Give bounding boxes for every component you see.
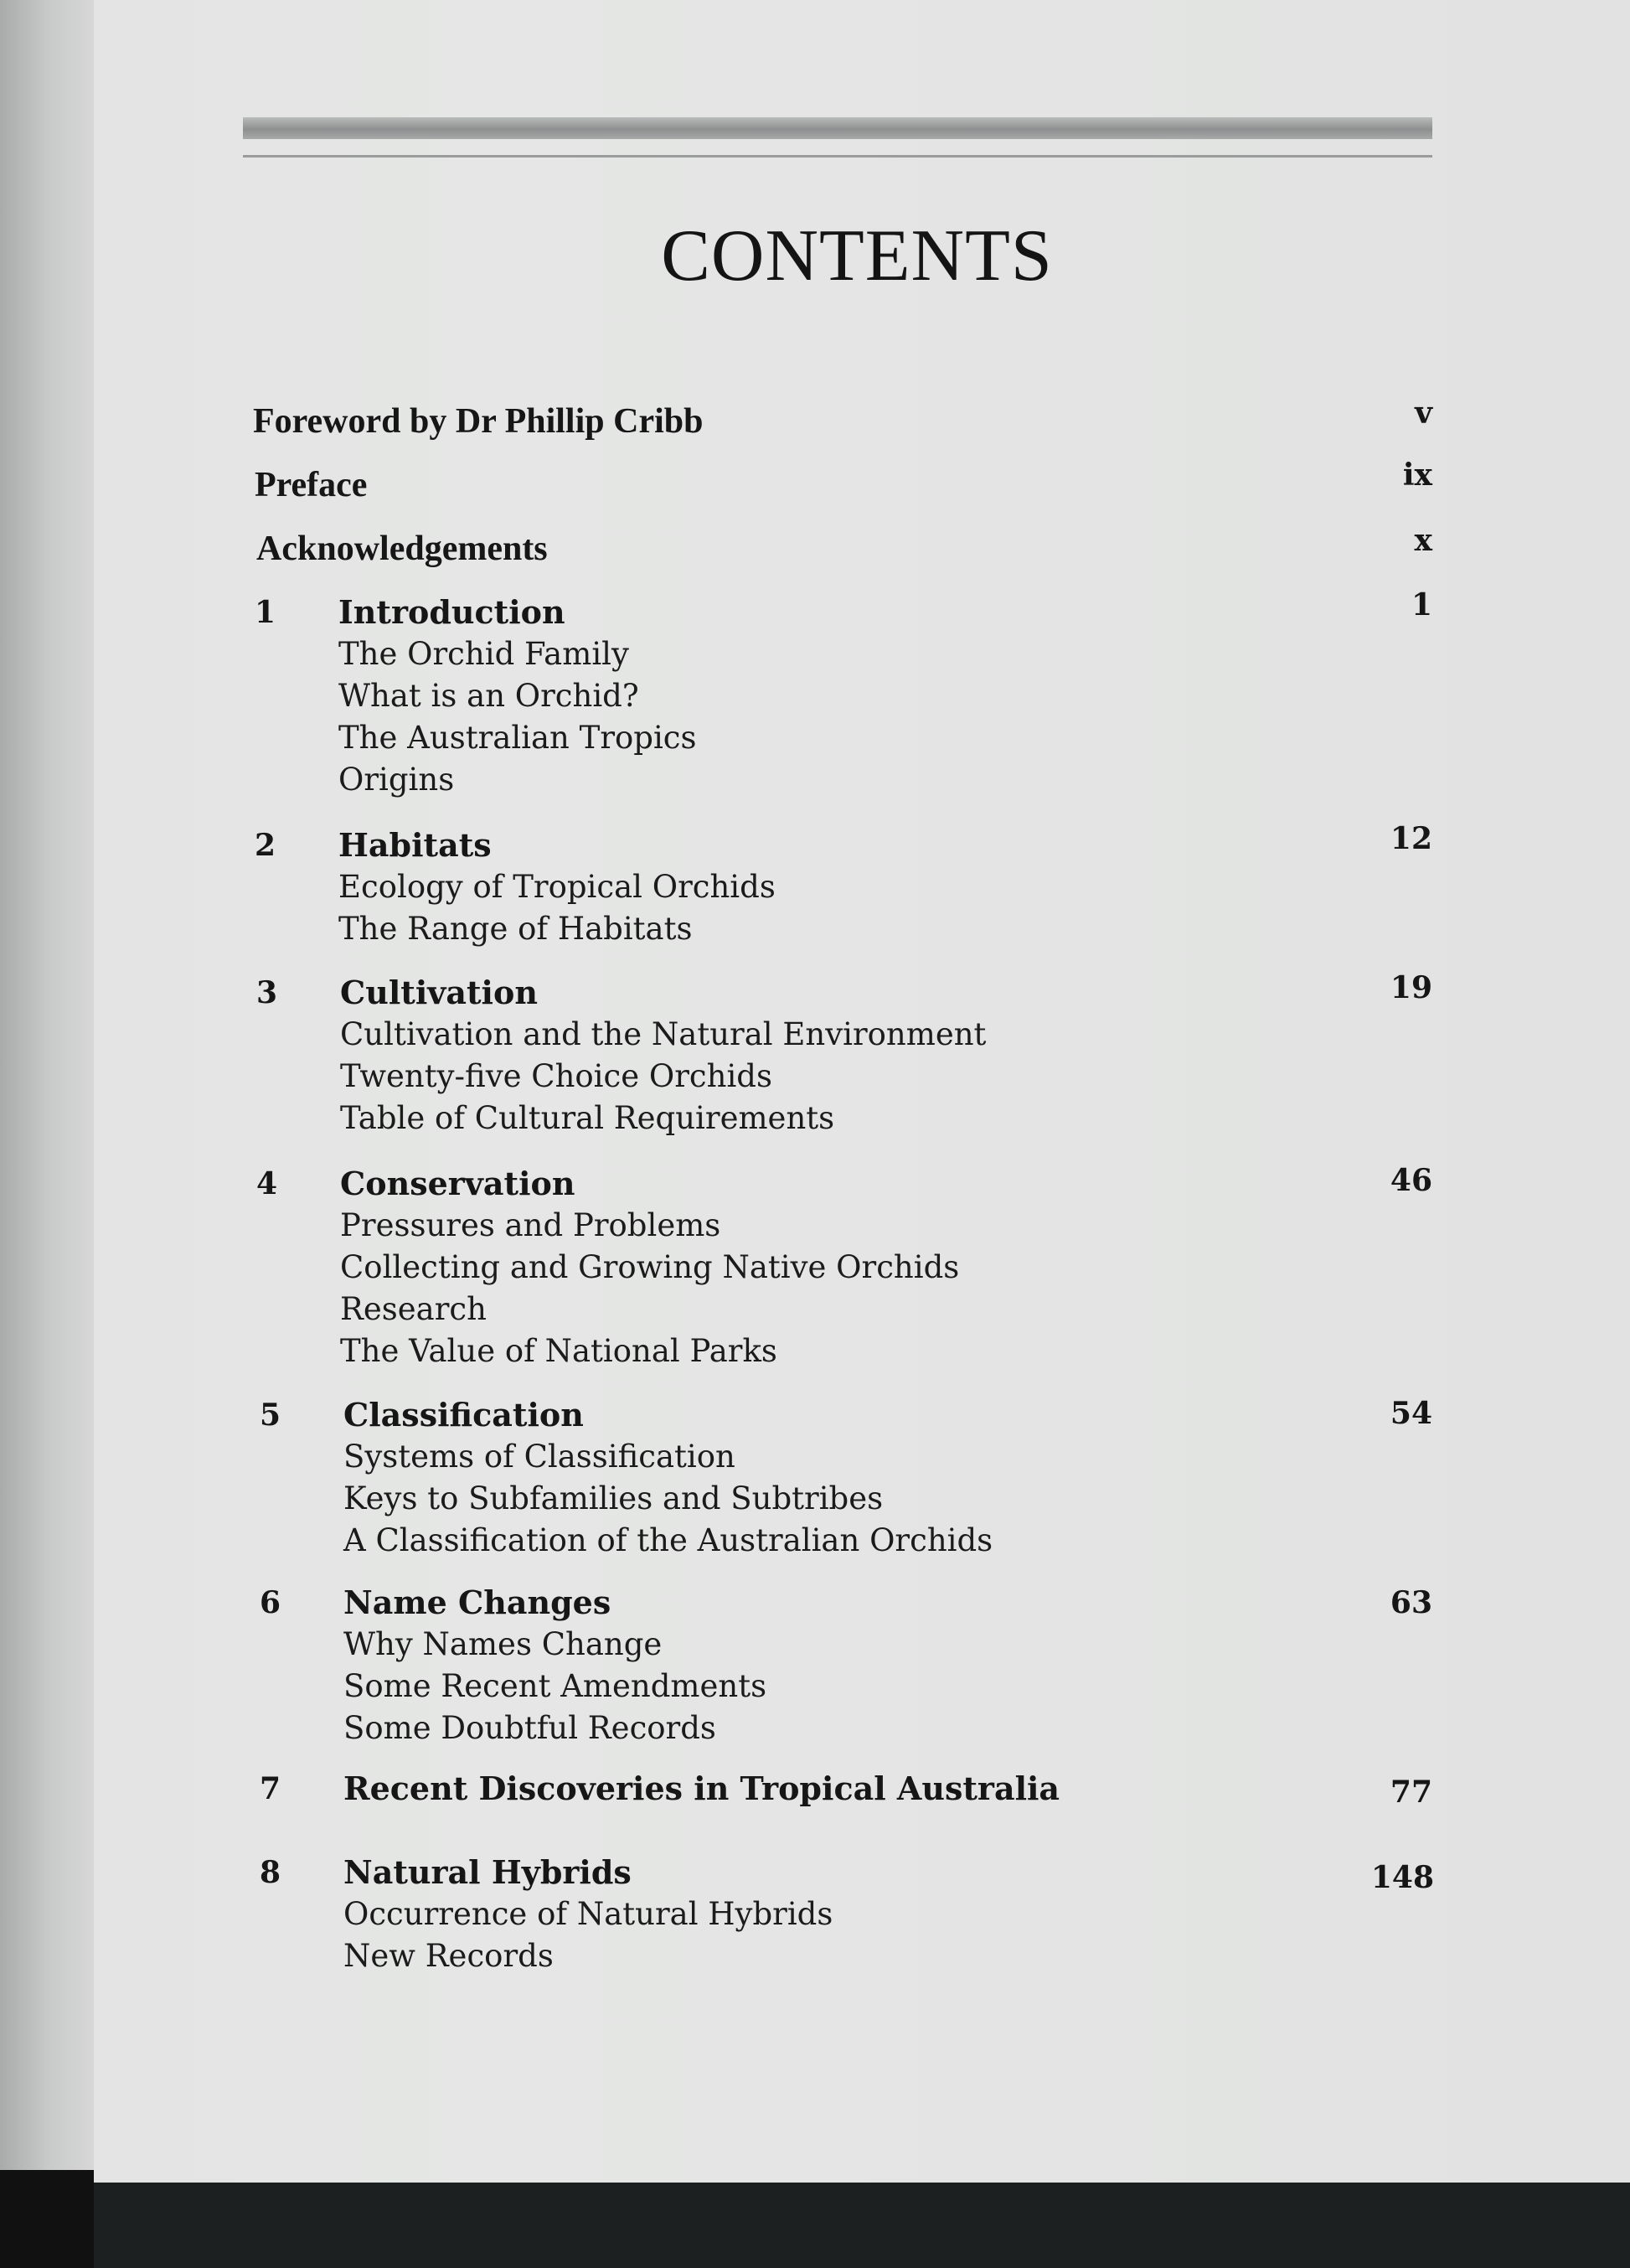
section-item: The Australian Tropics [338, 720, 697, 756]
chapter-title: Natural Hybrids [343, 1853, 632, 1891]
page-gutter [0, 0, 94, 2268]
section-item: Table of Cultural Requirements [340, 1100, 835, 1136]
page-title: CONTENTS [661, 215, 1053, 297]
chapter-title: Classification [343, 1396, 584, 1434]
chapter-title: Name Changes [343, 1583, 611, 1621]
chapter-8-page: 148 [1370, 1860, 1434, 1895]
binding-shadow [0, 2170, 94, 2268]
chapter-7-page: 77 [1390, 1775, 1432, 1810]
section-item: Occurrence of Natural Hybrids [343, 1896, 833, 1932]
toc-acknowledgements-label: Acknowledgements [256, 530, 548, 568]
section-item: Twenty-five Choice Orchids [340, 1058, 772, 1094]
chapter-title: Conservation [340, 1165, 575, 1202]
chapter-title: Cultivation [340, 974, 538, 1011]
chapter-4-page: 46 [1390, 1163, 1432, 1198]
chapter-5-page: 54 [1390, 1396, 1432, 1431]
section-item: New Records [343, 1938, 554, 1974]
header-rule [243, 117, 1432, 139]
section-item: Why Names Change [343, 1626, 663, 1662]
chapter-title: Introduction [338, 593, 565, 631]
chapter-number: 4 [256, 1166, 278, 1201]
chapter-1-page: 1 [1411, 587, 1432, 623]
section-item: Pressures and Problems [340, 1207, 721, 1243]
chapter-2-page: 12 [1390, 821, 1432, 856]
chapter-title: Habitats [338, 826, 492, 864]
chapter-number: 3 [256, 975, 278, 1010]
section-item: The Value of National Parks [340, 1333, 777, 1369]
chapter-number: 2 [255, 828, 276, 863]
header-rule-thin [243, 155, 1432, 158]
toc-acknowledgements [256, 528, 548, 570]
toc-foreword-label: Foreword by Dr Phillip Cribb [253, 402, 704, 441]
section-item: Some Recent Amendments [343, 1668, 767, 1704]
section-item: Research [340, 1291, 487, 1327]
section-item: Systems of Classification [343, 1439, 735, 1475]
section-item: A Classification of the Australian Orchids [343, 1522, 993, 1558]
toc-foreword-page: v [1415, 395, 1432, 431]
section-item: Cultivation and the Natural Environment [340, 1016, 987, 1052]
chapter-6-page: 63 [1390, 1585, 1432, 1620]
section-item: Ecology of Tropical Orchids [338, 869, 776, 905]
toc-foreword [253, 400, 704, 442]
chapter-number: 1 [255, 595, 276, 630]
section-item: The Range of Habitats [338, 911, 693, 947]
toc-preface [255, 464, 367, 506]
section-item: Origins [338, 762, 455, 798]
toc-preface-page: ix [1402, 457, 1432, 493]
section-item: What is an Orchid? [338, 678, 639, 714]
section-item: Some Doubtful Records [343, 1710, 716, 1746]
chapter-3-page: 19 [1390, 970, 1432, 1005]
toc-preface-label: Preface [255, 466, 368, 504]
chapter-number: 5 [260, 1397, 281, 1433]
section-item: Collecting and Growing Native Orchids [340, 1249, 960, 1285]
section-item: Keys to Subfamilies and Subtribes [343, 1480, 884, 1516]
chapter-number: 6 [260, 1585, 281, 1620]
toc-acknowledgements-page: x [1414, 523, 1432, 558]
chapter-number: 7 [260, 1771, 281, 1806]
chapter-number: 8 [260, 1855, 281, 1890]
section-item: The Orchid Family [338, 636, 629, 672]
chapter-title: Recent Discoveries in Tropical Australia [343, 1769, 1060, 1807]
